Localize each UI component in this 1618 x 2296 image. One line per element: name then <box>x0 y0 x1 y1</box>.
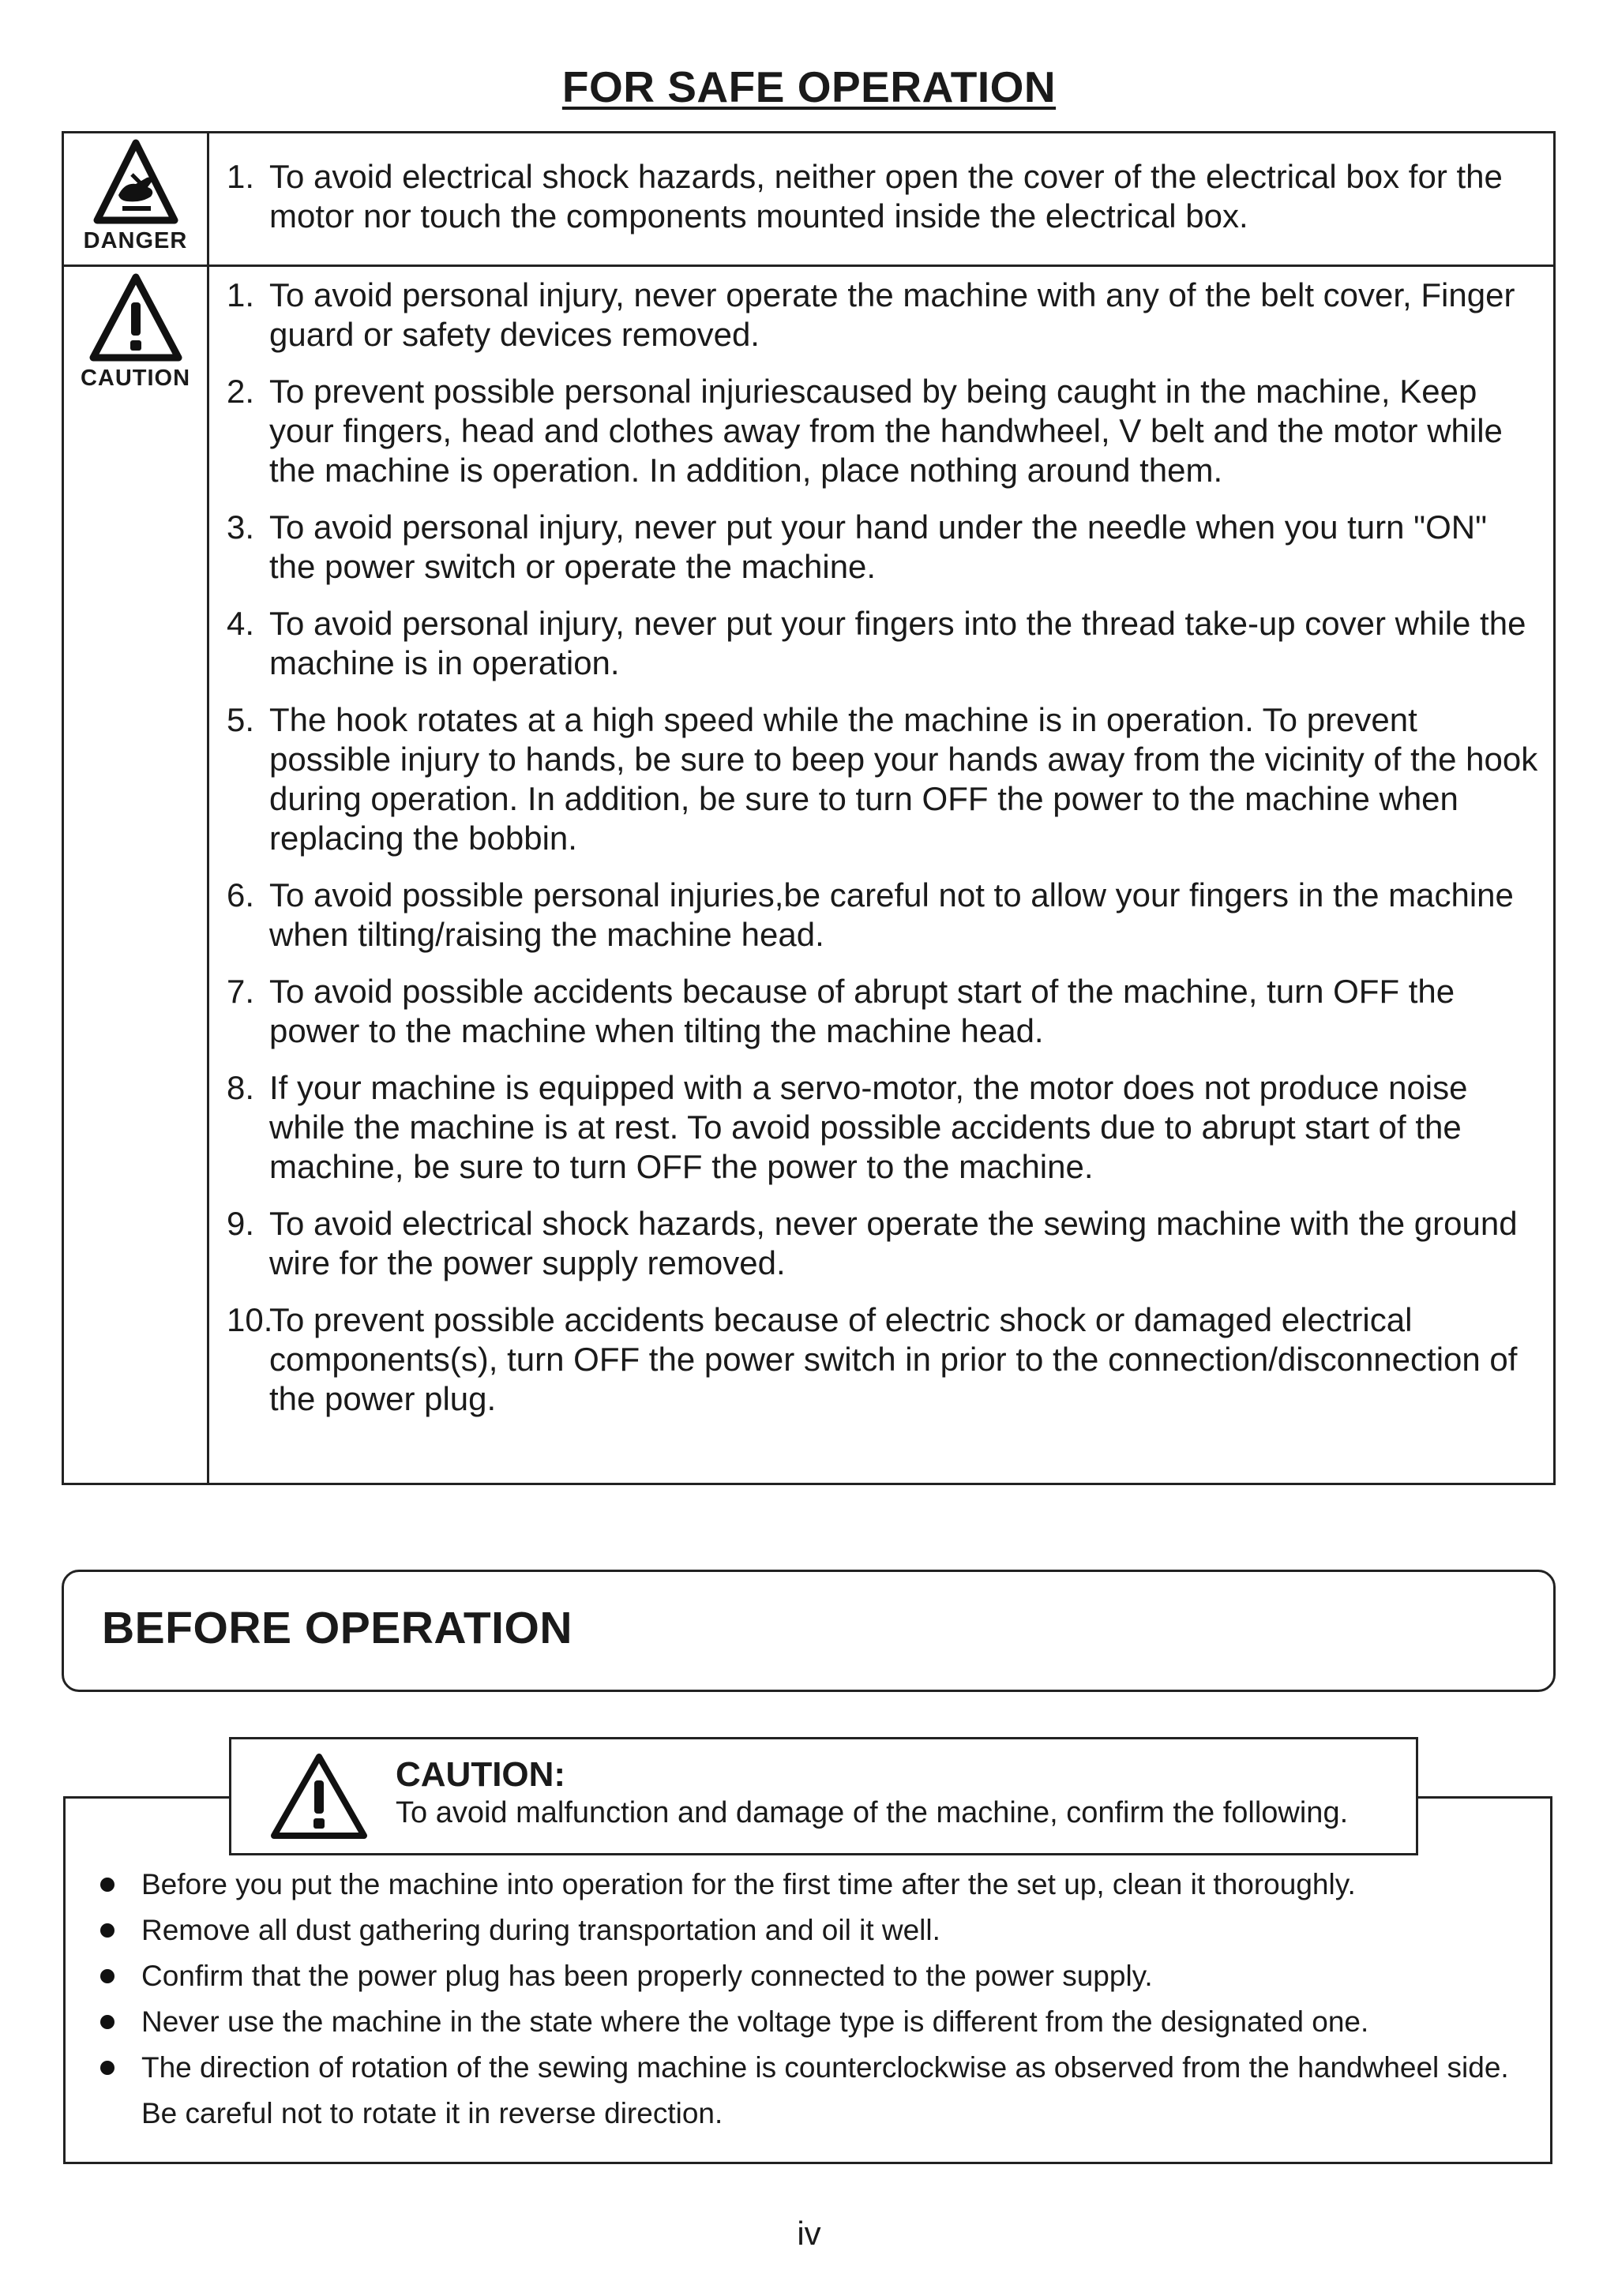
item-number: 1. <box>227 276 255 313</box>
caution-item <box>227 372 1542 490</box>
caution-items <box>227 276 1542 1436</box>
hand-hazard-icon <box>92 138 179 227</box>
item-text: To avoid personal injury, never operate the machine with any of the belt cover, Finger guard or safety devices removed. <box>269 276 1515 353</box>
item-text: To prevent possible personal injuriescaused by being caught in the machine, Keep your fingers, head and clothes away from the handwheel, V belt and the motor while the machine is operation. In addition, place nothing around them. <box>269 373 1503 489</box>
list-item-text: Confirm that the power plug has been properly connected to the power supply. <box>141 1960 1153 1992</box>
exclamation-warning-icon <box>88 272 183 364</box>
danger-item <box>227 157 1542 236</box>
item-text: To prevent possible accidents because of electric shock or damaged electrical components(s), turn OFF the power switch in prior to the connection/disconnection of the power plug. <box>269 1301 1518 1417</box>
caution-symbol <box>64 272 207 392</box>
danger-items <box>227 157 1542 253</box>
caution-title: CAUTION: <box>396 1755 566 1794</box>
list-item-text: Never use the machine in the state where the voltage type is different from the designated one. <box>141 2005 1369 2038</box>
bullet-icon <box>97 1862 141 1908</box>
caution-item <box>227 1300 1542 1419</box>
before-operation-header <box>62 1570 1556 1692</box>
caution-item <box>227 700 1542 858</box>
row-divider <box>64 264 1553 267</box>
caution-callout <box>229 1737 1418 1855</box>
caution-item <box>227 876 1542 955</box>
caution-text: To avoid malfunction and damage of the machine, confirm the following. <box>396 1796 1349 1829</box>
bullet-icon <box>97 2045 141 2137</box>
item-number: 3. <box>227 508 255 546</box>
item-number: 1. <box>227 158 255 195</box>
safety-table <box>62 131 1556 1485</box>
bullet-icon <box>97 1953 141 1999</box>
danger-label: DANGER <box>83 228 188 253</box>
list-item-text: Remove all dust gathering during transportation and oil it well. <box>141 1914 940 1946</box>
item-number: 2. <box>227 373 255 410</box>
list-item <box>97 2045 1526 2137</box>
item-text: To avoid personal injury, never put your fingers into the thread take-up cover while the machine is in operation. <box>269 605 1526 681</box>
item-number: 6. <box>227 876 255 914</box>
page-title: FOR SAFE OPERATION <box>561 62 1057 111</box>
item-text: To avoid electrical shock hazards, never operate the sewing machine with the ground wire for the power supply removed. <box>269 1205 1518 1281</box>
exclamation-warning-icon <box>269 1752 369 1842</box>
item-number: 8. <box>227 1069 255 1106</box>
item-number: 10. <box>227 1301 273 1338</box>
caution-item <box>227 1068 1542 1187</box>
list-item <box>97 1862 1526 1908</box>
column-divider <box>207 133 209 1483</box>
checklist <box>97 1862 1526 2137</box>
caution-item <box>227 508 1542 587</box>
item-number: 4. <box>227 605 255 642</box>
item-text: To avoid possible accidents because of abrupt start of the machine, turn OFF the power to the machine when tilting the machine head. <box>269 973 1455 1049</box>
bullet-icon <box>97 1908 141 1953</box>
list-item <box>97 1908 1526 1953</box>
item-number: 5. <box>227 701 255 738</box>
item-text: To avoid personal injury, never put your hand under the needle when you turn "ON" the power switch or operate the machine. <box>269 508 1487 585</box>
item-text: The hook rotates at a high speed while the machine is in operation. To prevent possible injury to hands, be sure to beep your hands away from the vicinity of the hook during operation. In addition, be sure to turn OFF the power to the machine when replacing the bobbin. <box>269 701 1538 857</box>
bullet-icon <box>97 1999 141 2045</box>
list-item-text: Before you put the machine into operation for the first time after the set up, clean it thoroughly. <box>141 1868 1356 1900</box>
list-item-text: The direction of rotation of the sewing machine is counterclockwise as observed from the handwheel side. Be careful not to rotate it in reverse direction. <box>141 2051 1509 2129</box>
caution-item <box>227 604 1542 683</box>
danger-symbol <box>64 138 207 254</box>
item-text: To avoid possible personal injuries,be careful not to allow your fingers in the machine when tilting/raising the machine head. <box>269 876 1514 953</box>
caution-item <box>227 276 1542 355</box>
caution-label: CAUTION <box>80 366 191 391</box>
caution-item <box>227 1204 1542 1283</box>
list-item <box>97 1953 1526 1999</box>
item-number: 7. <box>227 973 255 1010</box>
item-number: 9. <box>227 1205 255 1242</box>
section-title: BEFORE OPERATION <box>102 1603 572 1653</box>
page-number: iv <box>797 2215 821 2252</box>
item-text: To avoid electrical shock hazards, neither open the cover of the electrical box for the motor nor touch the components mounted inside the electrical box. <box>269 158 1503 234</box>
list-item <box>97 1999 1526 2045</box>
caution-item <box>227 972 1542 1051</box>
item-text: If your machine is equipped with a servo-motor, the motor does not produce noise while the machine is at rest. To avoid possible accidents due to abrupt start of the machine, be sure to turn OFF the power to the machine. <box>269 1069 1468 1185</box>
